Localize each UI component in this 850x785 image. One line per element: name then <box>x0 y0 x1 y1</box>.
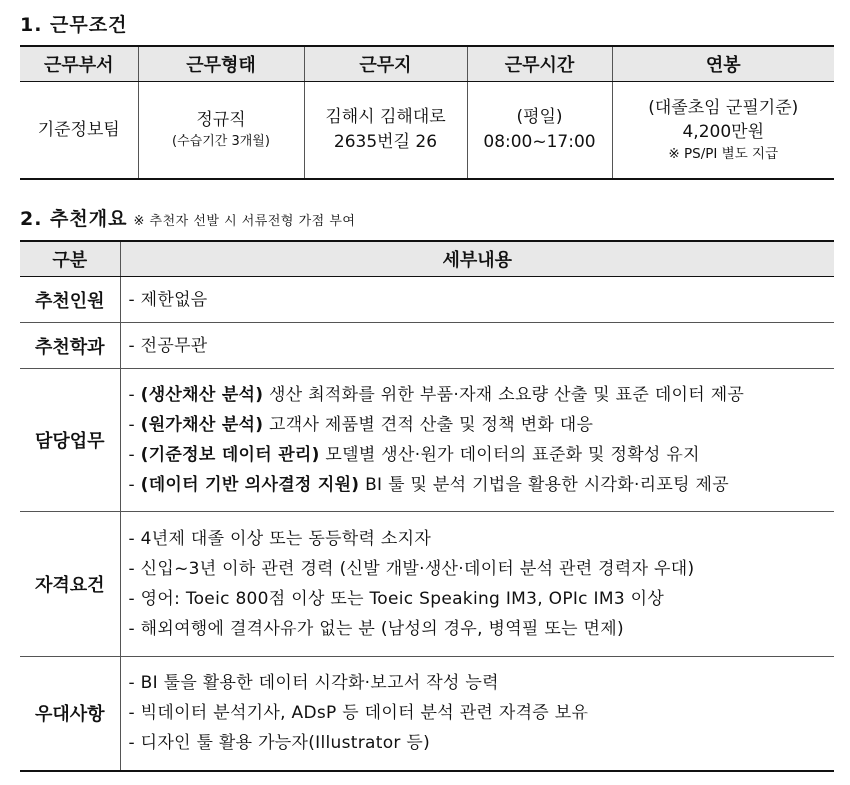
item-bold: (기준정보 데이터 관리) <box>140 445 320 465</box>
salary-line2: 4,200만원 <box>682 122 764 143</box>
list-item <box>129 440 827 470</box>
recommendation-table <box>20 240 834 772</box>
row-headcount <box>20 277 834 323</box>
row-major <box>20 323 834 369</box>
header-type: 근무형태 <box>138 46 304 82</box>
item-text: 모델별 생산·원가 데이터의 표준화 및 정확성 유지 <box>319 445 700 465</box>
row-label: 담당업무 <box>20 369 120 512</box>
hours-line1: (평일) <box>516 107 563 128</box>
header-hours: 근무시간 <box>467 46 612 82</box>
item-text: BI 툴 및 분석 기법을 활용한 시각화·리포팅 제공 <box>359 475 729 495</box>
type-sub: (수습기간 3개월) <box>172 133 270 149</box>
header-category: 구분 <box>20 241 120 277</box>
section1-title: 1. 근무조건 <box>20 14 128 36</box>
row-label: 우대사항 <box>20 657 120 771</box>
item-bold: (생산채산 분석) <box>140 385 264 405</box>
header-row <box>20 241 834 277</box>
item-prefix: - <box>128 385 141 405</box>
salary-line1: (대졸초임 군필기준) <box>648 97 799 118</box>
list-item: - 디자인 툴 활용 가능자(Illustrator 등) <box>128 733 431 754</box>
work-conditions-table <box>20 45 834 180</box>
row-label: 자격요건 <box>20 512 120 657</box>
header-row <box>20 46 834 82</box>
row-content <box>120 277 834 323</box>
hours-cell <box>467 82 612 180</box>
row-content <box>120 369 834 512</box>
row-preferred <box>20 657 834 771</box>
header-location: 근무지 <box>304 46 467 82</box>
list-item <box>129 410 827 440</box>
location-cell <box>304 82 467 180</box>
item-text: 생산 최적화를 위한 부품·자재 소요량 산출 및 표준 데이터 제공 <box>263 385 745 405</box>
header-details: 세부내용 <box>120 241 834 277</box>
hours-line2: 08:00~17:00 <box>483 132 596 152</box>
list-item: - 전공무관 <box>128 335 208 356</box>
row-content <box>120 657 834 771</box>
list-item: - 4년제 대졸 이상 또는 동등학력 소지자 <box>128 529 432 549</box>
list-item <box>129 380 827 410</box>
section2-title <box>20 204 355 231</box>
type-cell <box>138 82 304 180</box>
row-content <box>120 323 834 369</box>
row-label: 추천학과 <box>20 323 120 369</box>
header-salary: 연봉 <box>612 46 834 82</box>
item-prefix: - <box>128 415 141 435</box>
row-label: 추천인원 <box>20 277 120 323</box>
data-row <box>20 82 834 180</box>
item-prefix: - <box>128 475 141 495</box>
salary-cell <box>612 82 834 180</box>
row-duties <box>20 369 834 512</box>
item-text: 고객사 제품별 견적 산출 및 정책 변화 대응 <box>263 415 594 435</box>
list-item: - 신입~3년 이하 관련 경력 (신발 개발·생산·데이터 분석 관련 경력자 우대) <box>128 559 695 579</box>
location-line2: 2635번길 26 <box>333 132 438 152</box>
item-bold: (원가채산 분석) <box>140 415 264 435</box>
list-item: - 제한없음 <box>128 289 208 310</box>
location-line1: 김해시 김해대로 <box>325 107 446 128</box>
list-item: - BI 툴을 활용한 데이터 시각화·보고서 작성 능력 <box>128 673 499 694</box>
row-qualifications <box>20 512 834 657</box>
row-content <box>120 512 834 657</box>
section2-title-text: 2. 추천개요 <box>20 208 128 230</box>
section2-note: ※ 추천자 선발 시 서류전형 가점 부여 <box>133 214 356 229</box>
list-item: - 영어: Toeic 800점 이상 또는 Toeic Speaking IM3, OPIc IM3 이상 <box>128 589 665 609</box>
salary-line3: ※ PS/PI 별도 지급 <box>668 145 779 162</box>
item-prefix: - <box>128 445 141 465</box>
list-item <box>129 470 827 500</box>
dept-cell: 기준정보팀 <box>37 119 120 140</box>
type-main: 정규직 <box>196 110 246 131</box>
list-item: - 해외여행에 결격사유가 없는 분 (남성의 경우, 병역필 또는 면제) <box>128 619 624 639</box>
item-bold: (데이터 기반 의사결정 지원) <box>140 475 360 495</box>
header-dept: 근무부서 <box>20 46 138 82</box>
list-item: - 빅데이터 분석기사, ADsP 등 데이터 분석 관련 자격증 보유 <box>128 703 589 724</box>
